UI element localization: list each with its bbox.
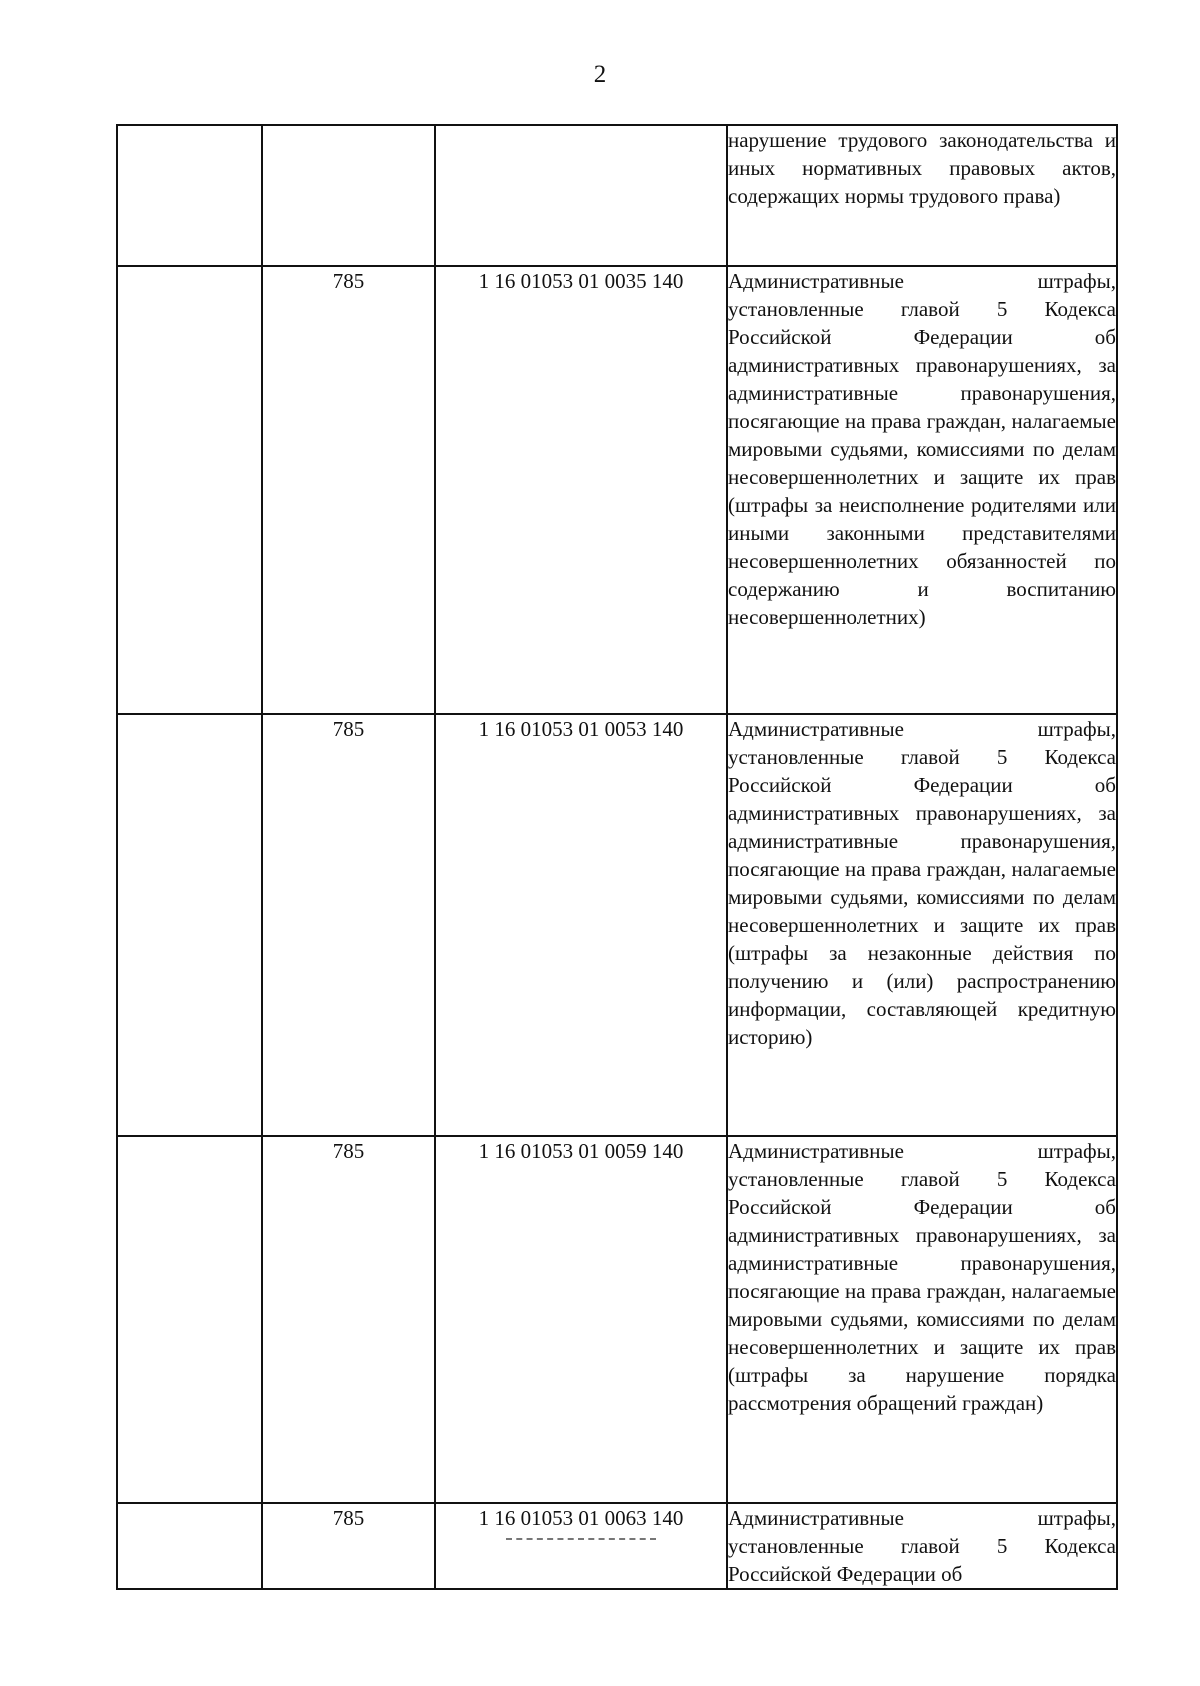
kbk-code-cell (435, 1503, 727, 1589)
kbk-code-cell: 1 16 01053 01 0059 140 (435, 1136, 727, 1503)
scan-artifact-line (506, 1538, 656, 1540)
admin-code-cell: 785 (262, 266, 435, 714)
table-row (117, 1503, 1117, 1589)
table-row (117, 714, 1117, 1136)
admin-code-cell: 785 (262, 1136, 435, 1503)
kbk-code-cell (435, 125, 727, 266)
kbk-code-cell: 1 16 01053 01 0053 140 (435, 714, 727, 1136)
table-row (117, 125, 1117, 266)
budget-codes-table (116, 124, 1118, 1590)
kbk-code-text: 1 16 01053 01 0063 140 (478, 1506, 684, 1530)
empty-cell (117, 1136, 262, 1503)
admin-code-cell: 785 (262, 714, 435, 1136)
table-row (117, 266, 1117, 714)
empty-cell (117, 1503, 262, 1589)
empty-cell (117, 125, 262, 266)
kbk-code-cell: 1 16 01053 01 0035 140 (435, 266, 727, 714)
admin-code-cell: 785 (262, 1503, 435, 1589)
description-cell: нарушение трудового законодательства и иных нормативных правовых актов, содержащих нормы трудового права) (727, 125, 1117, 266)
table-row (117, 1136, 1117, 1503)
description-cell: Административные штрафы, установленные главой 5 Кодекса Российской Федерации об (727, 1503, 1117, 1589)
description-cell: Административные штрафы, установленные главой 5 Кодекса Российской Федерации об административных правонарушениях, за административные правонарушения, посягающие на права граждан, налагаемые мировыми судьями, комиссиями по делам несовершеннолетних и защите их прав (штрафы за нарушение порядка рассмотрения обращений граждан) (727, 1136, 1117, 1503)
empty-cell (117, 266, 262, 714)
page-number: 2 (593, 61, 607, 88)
description-cell: Административные штрафы, установленные главой 5 Кодекса Российской Федерации об административных правонарушениях, за административные правонарушения, посягающие на права граждан, налагаемые мировыми судьями, комиссиями по делам несовершеннолетних и защите их прав (штрафы за незаконные действия по получению и (или) распространению информации, составляющей кредитную историю) (727, 714, 1117, 1136)
description-cell: Административные штрафы, установленные главой 5 Кодекса Российской Федерации об административных правонарушениях, за административные правонарушения, посягающие на права граждан, налагаемые мировыми судьями, комиссиями по делам несовершеннолетних и защите их прав (штрафы за неисполнение родителями или иными законными представителями несовершеннолетних обязанностей по содержанию и воспитанию несовершеннолетних) (727, 266, 1117, 714)
admin-code-cell (262, 125, 435, 266)
empty-cell (117, 714, 262, 1136)
